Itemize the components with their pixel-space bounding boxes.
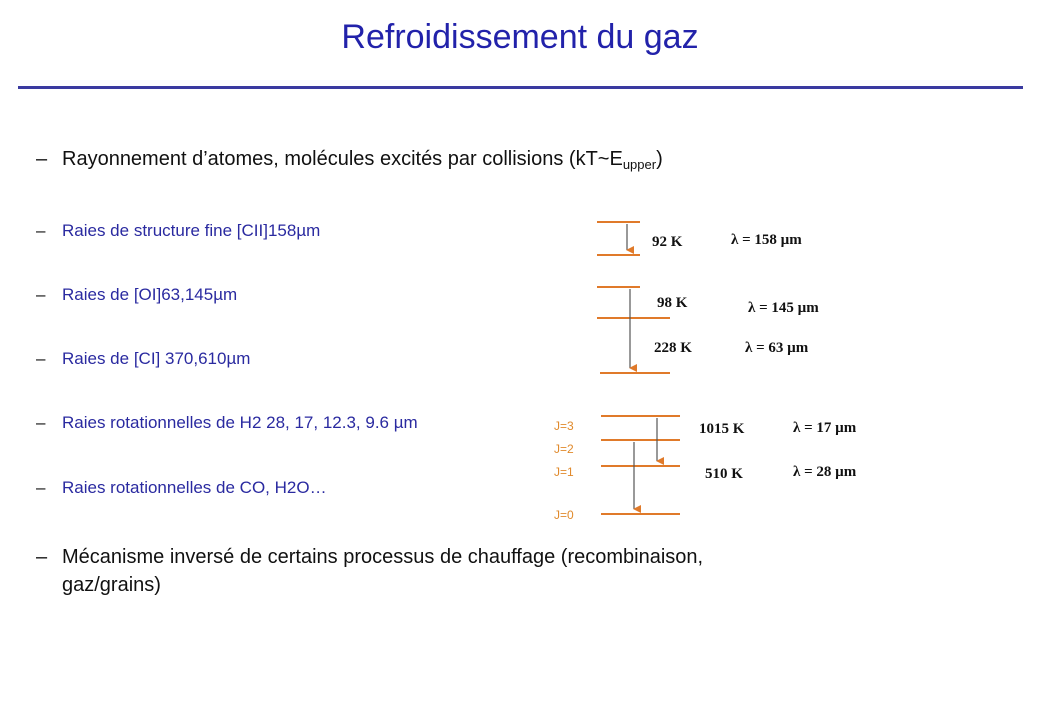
h2-j1-label: J=1 bbox=[554, 465, 574, 479]
bullet-dash: – bbox=[36, 349, 46, 368]
bullet-text-line2: gaz/grains) bbox=[62, 574, 161, 596]
h2-j0-label: J=0 bbox=[554, 508, 574, 522]
bullet-close-paren: ) bbox=[656, 148, 663, 170]
bullet-text: Raies rotationnelles de H2 28, 17, 12.3, 9.6 µm bbox=[62, 413, 418, 432]
bullet-dash: – bbox=[36, 148, 48, 170]
bullet-dash: – bbox=[36, 285, 46, 304]
bullet-text-line1: Mécanisme inversé de certains processus de chauffage (recombinaison, bbox=[62, 546, 704, 568]
h2-temp2-label: 510 K bbox=[705, 466, 743, 482]
h2-temp1-label: 1015 K bbox=[699, 421, 745, 437]
bullet-text: Raies de [OI]63,145µm bbox=[62, 285, 238, 304]
bullet-text: Raies de [CI] 370,610µm bbox=[62, 349, 251, 368]
oi-temp1-label: 98 K bbox=[657, 295, 688, 311]
h2-wave2-label: λ = 28 µm bbox=[793, 464, 857, 480]
bullet-dash: – bbox=[36, 478, 46, 497]
bullet-dash: – bbox=[36, 546, 48, 568]
h2-wave1-label: λ = 17 µm bbox=[793, 420, 857, 436]
bullet-text: Rayonnement d’atomes, molécules excités par collisions (kT~E bbox=[62, 148, 623, 170]
h2-j2-label: J=2 bbox=[554, 442, 574, 456]
oi-temp2-label: 228 K bbox=[654, 340, 692, 356]
cii-temp-label: 92 K bbox=[652, 234, 683, 250]
subscript-upper: upper bbox=[622, 157, 657, 172]
cii-wavelength-label: λ = 158 µm bbox=[731, 232, 802, 248]
bullet-text: Raies de structure fine [CII]158µm bbox=[62, 221, 321, 240]
oi-wave2-label: λ = 63 µm bbox=[745, 340, 809, 356]
oi-wave1-label: λ = 145 µm bbox=[748, 300, 819, 316]
bullet-dash: – bbox=[36, 413, 46, 432]
bullet-dash: – bbox=[36, 221, 46, 240]
page-title: Refroidissement du gaz bbox=[341, 18, 699, 56]
h2-j3-label: J=3 bbox=[554, 419, 574, 433]
bullet-text: Raies rotationnelles de CO, H2O… bbox=[62, 478, 327, 497]
